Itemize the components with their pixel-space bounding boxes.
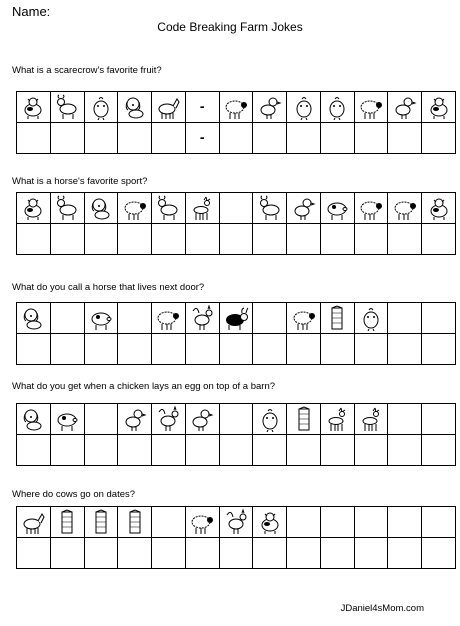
answer-cell[interactable] bbox=[287, 224, 321, 255]
dog-icon bbox=[84, 193, 118, 224]
answer-cell[interactable] bbox=[50, 538, 84, 569]
code-grid bbox=[16, 302, 456, 365]
joke-question: What do you call a horse that lives next door? bbox=[12, 282, 205, 293]
joke-question: What is a horse's favorite sport? bbox=[12, 176, 148, 187]
answer-cell[interactable] bbox=[287, 123, 321, 154]
answer-cell[interactable] bbox=[118, 435, 152, 466]
barn-icon bbox=[118, 507, 152, 538]
answer-cell[interactable] bbox=[84, 224, 118, 255]
answer-cell[interactable] bbox=[354, 435, 388, 466]
barn-icon bbox=[84, 507, 118, 538]
answer-cell[interactable] bbox=[185, 435, 219, 466]
answer-cell[interactable] bbox=[388, 334, 422, 365]
answer-cell[interactable] bbox=[152, 224, 186, 255]
blank-cell bbox=[422, 404, 456, 435]
page-title: Code Breaking Farm Jokes bbox=[157, 20, 303, 34]
horse-icon bbox=[17, 507, 51, 538]
deer-icon bbox=[320, 404, 354, 435]
answer-cell[interactable] bbox=[84, 334, 118, 365]
answer-cell[interactable] bbox=[185, 334, 219, 365]
code-row bbox=[17, 404, 456, 435]
blank-cell bbox=[388, 507, 422, 538]
sheep-icon bbox=[219, 92, 253, 123]
name-label: Name: bbox=[12, 4, 51, 19]
dog-icon bbox=[118, 92, 152, 123]
chicken-icon bbox=[320, 92, 354, 123]
answer-row bbox=[17, 334, 456, 365]
answer-cell[interactable] bbox=[388, 538, 422, 569]
answer-cell[interactable] bbox=[253, 334, 287, 365]
dash-mark[interactable]: - bbox=[185, 123, 219, 154]
answer-row bbox=[17, 538, 456, 569]
sheep-icon bbox=[388, 193, 422, 224]
answer-cell[interactable] bbox=[118, 123, 152, 154]
answer-cell[interactable] bbox=[354, 123, 388, 154]
answer-cell[interactable] bbox=[253, 435, 287, 466]
deer-icon bbox=[354, 404, 388, 435]
answer-cell[interactable] bbox=[118, 224, 152, 255]
cow-icon bbox=[422, 193, 456, 224]
answer-cell[interactable] bbox=[17, 224, 51, 255]
answer-cell[interactable] bbox=[17, 123, 51, 154]
code-grid bbox=[16, 506, 456, 569]
answer-cell[interactable] bbox=[219, 224, 253, 255]
answer-cell[interactable] bbox=[320, 224, 354, 255]
cow-icon bbox=[17, 92, 51, 123]
answer-cell[interactable] bbox=[422, 538, 456, 569]
goat-icon bbox=[253, 193, 287, 224]
blank-cell bbox=[50, 303, 84, 334]
horse-icon bbox=[152, 92, 186, 123]
blank-cell bbox=[253, 303, 287, 334]
answer-cell[interactable] bbox=[118, 538, 152, 569]
sheep-icon bbox=[287, 303, 321, 334]
answer-cell[interactable] bbox=[50, 435, 84, 466]
answer-cell[interactable] bbox=[219, 123, 253, 154]
chicken-icon bbox=[354, 303, 388, 334]
joke-question: What is a scarecrow's favorite fruit? bbox=[12, 65, 162, 76]
answer-cell[interactable] bbox=[253, 538, 287, 569]
blank-cell bbox=[388, 404, 422, 435]
site-credit: JDaniel4sMom.com bbox=[340, 603, 424, 614]
chicken-icon bbox=[84, 92, 118, 123]
answer-cell[interactable] bbox=[253, 224, 287, 255]
chick-icon bbox=[287, 193, 321, 224]
answer-cell[interactable] bbox=[152, 435, 186, 466]
goat-icon bbox=[50, 92, 84, 123]
joke-question: Where do cows go on dates? bbox=[12, 489, 136, 500]
answer-cell[interactable] bbox=[17, 334, 51, 365]
code-row bbox=[17, 507, 456, 538]
sheep-icon bbox=[118, 193, 152, 224]
answer-cell[interactable] bbox=[287, 334, 321, 365]
answer-cell[interactable] bbox=[253, 123, 287, 154]
cow-icon bbox=[253, 507, 287, 538]
blank-cell bbox=[219, 193, 253, 224]
code-row bbox=[17, 193, 456, 224]
answer-cell[interactable] bbox=[219, 538, 253, 569]
answer-cell[interactable] bbox=[287, 435, 321, 466]
answer-cell[interactable] bbox=[17, 538, 51, 569]
answer-cell[interactable] bbox=[185, 224, 219, 255]
chick-icon bbox=[253, 92, 287, 123]
deer-icon bbox=[185, 193, 219, 224]
answer-cell[interactable] bbox=[84, 538, 118, 569]
blank-cell bbox=[422, 507, 456, 538]
sheep-icon bbox=[152, 303, 186, 334]
answer-cell[interactable] bbox=[118, 334, 152, 365]
answer-cell[interactable] bbox=[219, 435, 253, 466]
chick-icon bbox=[185, 404, 219, 435]
rooster-icon bbox=[185, 303, 219, 334]
answer-cell[interactable] bbox=[17, 435, 51, 466]
chicken-icon bbox=[287, 92, 321, 123]
bull-icon bbox=[219, 303, 253, 334]
answer-cell[interactable] bbox=[219, 334, 253, 365]
code-grid bbox=[16, 192, 456, 255]
rooster-icon bbox=[219, 507, 253, 538]
blank-cell bbox=[354, 507, 388, 538]
pig-icon bbox=[84, 303, 118, 334]
sheep-icon bbox=[354, 92, 388, 123]
answer-cell[interactable] bbox=[152, 538, 186, 569]
blank-cell bbox=[422, 303, 456, 334]
blank-cell bbox=[320, 507, 354, 538]
answer-row bbox=[17, 123, 456, 154]
blank-cell bbox=[118, 303, 152, 334]
cow-icon bbox=[422, 92, 456, 123]
answer-cell[interactable] bbox=[354, 538, 388, 569]
code-grid bbox=[16, 403, 456, 466]
blank-cell bbox=[388, 303, 422, 334]
answer-cell[interactable] bbox=[185, 538, 219, 569]
goat-icon bbox=[50, 193, 84, 224]
chick-icon bbox=[388, 92, 422, 123]
pig-icon bbox=[320, 193, 354, 224]
chick-icon bbox=[118, 404, 152, 435]
dog-icon bbox=[17, 303, 51, 334]
answer-cell[interactable] bbox=[50, 334, 84, 365]
code-row bbox=[17, 92, 456, 123]
blank-cell bbox=[219, 404, 253, 435]
answer-cell[interactable] bbox=[388, 123, 422, 154]
cow-icon bbox=[17, 193, 51, 224]
answer-cell[interactable] bbox=[388, 435, 422, 466]
sheep-icon bbox=[354, 193, 388, 224]
answer-cell[interactable] bbox=[287, 538, 321, 569]
dash-mark: - bbox=[185, 92, 219, 123]
dog-icon bbox=[17, 404, 51, 435]
joke-question: What do you get when a chicken lays an egg on top of a barn? bbox=[12, 381, 276, 392]
answer-cell[interactable] bbox=[50, 224, 84, 255]
answer-cell[interactable] bbox=[320, 538, 354, 569]
answer-cell[interactable] bbox=[388, 224, 422, 255]
answer-row bbox=[17, 435, 456, 466]
answer-row bbox=[17, 224, 456, 255]
rooster-icon bbox=[152, 404, 186, 435]
barn-icon bbox=[50, 507, 84, 538]
pig-icon bbox=[50, 404, 84, 435]
answer-cell[interactable] bbox=[422, 334, 456, 365]
answer-cell[interactable] bbox=[152, 334, 186, 365]
blank-cell bbox=[287, 507, 321, 538]
answer-cell[interactable] bbox=[422, 123, 456, 154]
answer-cell[interactable] bbox=[354, 224, 388, 255]
chicken-icon bbox=[253, 404, 287, 435]
barn-icon bbox=[320, 303, 354, 334]
blank-cell bbox=[84, 404, 118, 435]
barn-icon bbox=[287, 404, 321, 435]
answer-cell[interactable] bbox=[320, 435, 354, 466]
sheep-icon bbox=[185, 507, 219, 538]
answer-cell[interactable] bbox=[50, 123, 84, 154]
blank-cell bbox=[152, 507, 186, 538]
answer-cell[interactable] bbox=[320, 123, 354, 154]
answer-cell[interactable] bbox=[354, 334, 388, 365]
answer-cell[interactable] bbox=[152, 123, 186, 154]
code-grid bbox=[16, 91, 456, 154]
answer-cell[interactable] bbox=[422, 435, 456, 466]
answer-cell[interactable] bbox=[320, 334, 354, 365]
code-row bbox=[17, 303, 456, 334]
goat-icon bbox=[152, 193, 186, 224]
answer-cell[interactable] bbox=[84, 123, 118, 154]
answer-cell[interactable] bbox=[84, 435, 118, 466]
answer-cell[interactable] bbox=[422, 224, 456, 255]
